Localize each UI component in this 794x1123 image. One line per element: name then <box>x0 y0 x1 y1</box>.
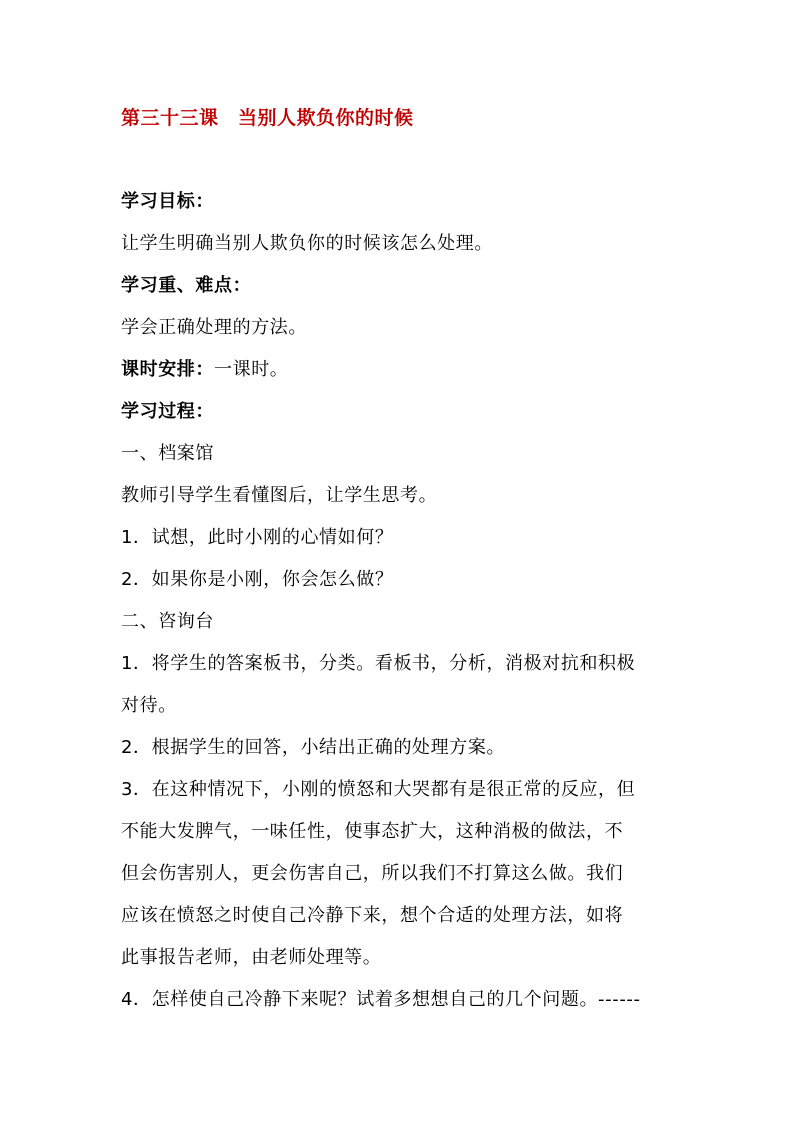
item-3-line-5: 此事报告老师，由老师处理等。 <box>121 947 382 968</box>
schedule-label: 课时安排： <box>121 359 214 380</box>
item-3-line-3: 但会伤害别人，更会伤害自己，所以我们不打算这么做。我们 <box>121 863 624 884</box>
schedule-value: 一课时。 <box>214 359 289 380</box>
heading-key-points: 学习重、难点： <box>121 275 252 296</box>
section-archive: 一、档案馆 <box>121 443 214 464</box>
item-2: 2．根据学生的回答，小结出正确的处理方案。 <box>121 737 506 758</box>
paragraph-teacher-guide: 教师引导学生看懂图后，让学生思考。 <box>121 485 438 506</box>
item-3-line-2: 不能大发脾气，一味任性，使事态扩大，这种消极的做法，不 <box>121 821 624 842</box>
heading-learning-goals: 学习目标： <box>121 191 214 212</box>
heading-process: 学习过程： <box>121 401 214 422</box>
item-1-line-1: 1．将学生的答案板书，分类。看板书，分析，消极对抗和积极 <box>121 653 636 674</box>
question-1: 1．试想，此时小刚的心情如何？ <box>121 527 394 548</box>
section-consult: 二、咨询台 <box>121 611 214 632</box>
question-2: 2．如果你是小刚，你会怎么做？ <box>121 569 394 590</box>
lesson-title: 第三十三课 当别人欺负你的时候 <box>121 107 414 129</box>
schedule-line <box>121 357 288 383</box>
item-4: 4．怎样使自己冷静下来呢？试着多想想自己的几个问题。------ <box>121 989 641 1010</box>
item-3-line-1: 3．在这种情况下，小刚的愤怒和大哭都有是很正常的反应，但 <box>121 779 636 800</box>
item-1-line-2: 对待。 <box>121 695 177 716</box>
item-3-line-4: 应该在愤怒之时使自己冷静下来，想个合适的处理方法，如将 <box>121 905 624 926</box>
paragraph-goal: 让学生明确当别人欺负你的时候该怎么处理。 <box>121 233 493 254</box>
paragraph-key-points: 学会正确处理的方法。 <box>121 317 307 338</box>
